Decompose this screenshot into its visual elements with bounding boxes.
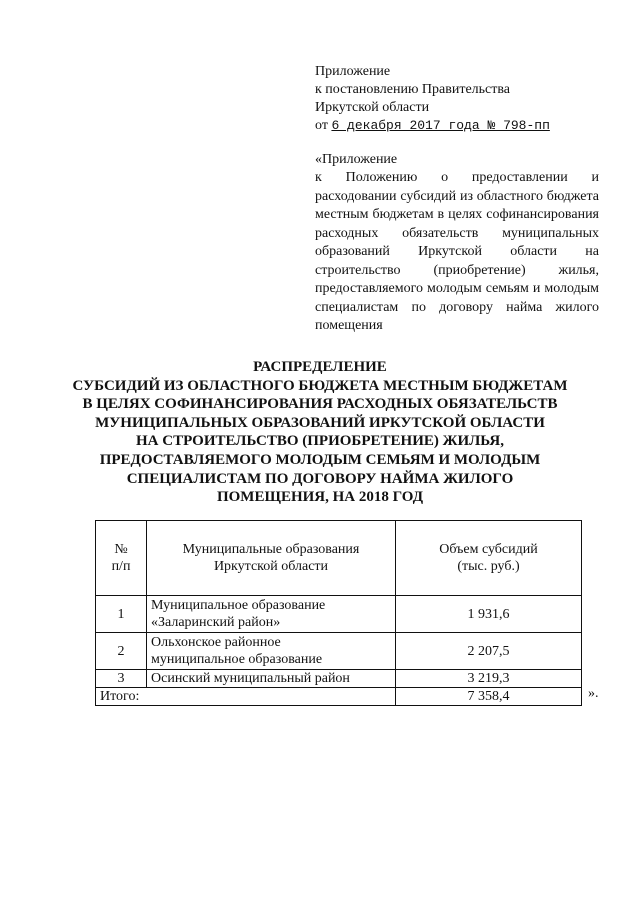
note-title: «Приложение [315,152,398,167]
table-row [96,670,582,688]
title-line-5: НА СТРОИТЕЛЬСТВО (ПРИОБРЕТЕНИЕ) ЖИЛЬЯ, [135,433,504,450]
header-date-value: 6 декабря 2017 года № 798-пп [331,118,550,133]
title-line-7: СПЕЦИАЛИСТАМ ПО ДОГОВОРУ НАЙМА ЖИЛОГО [126,470,514,487]
header-num-line2: п/п [111,559,131,574]
row-name-line2: «Заларинский район» [151,615,281,630]
header-num-line1: № [114,542,128,557]
title-line-4: МУНИЦИПАЛЬНЫХ ОБРАЗОВАНИЙ ИРКУТСКОЙ ОБЛАСТИ [95,414,545,431]
row-value: 1 931,6 [396,596,582,633]
table-row [96,596,582,633]
title-line-2: СУБСИДИЙ ИЗ ОБЛАСТНОГО БЮДЖЕТА МЕСТНЫМ БЮДЖЕТАМ [72,377,568,394]
header-line-2: к постановлению Правительства [315,82,511,97]
total-value: 7 358,4 [396,688,582,706]
row-name-line1: Муниципальное образование [151,598,326,613]
header-volume-cell [396,521,582,596]
note-text: к Положению о предоставлении и расходовании субсидий из областного бюджета местным бюджетам в целях софинансирования расходных обязательств муниципальных образований Иркутской области на строительство (приобретение) жилья, предоставляемого молодым семьям и молодым специалистам по договору найма жилого помещения [315,170,599,333]
closing-mark: ». [588,686,599,701]
header-line-3: Иркутской области [315,100,430,115]
header-date [315,117,550,135]
total-label: Итого: [96,688,396,706]
header-vol-line2: (тыс. руб.) [457,559,520,574]
table-header-row [96,521,582,596]
header-vol-line1: Объем субсидий [439,542,538,557]
header-date-prefix: от [315,118,328,133]
title-line-8: ПОМЕЩЕНИЯ, НА 2018 ГОД [216,489,424,506]
row-value: 2 207,5 [396,633,582,670]
table-total-row [96,688,582,706]
title-line-1: РАСПРЕДЕЛЕНИЕ [253,359,387,375]
row-name: Осинский муниципальный район [147,670,396,688]
row-name-line1: Ольхонское районное [151,635,281,650]
row-value: 3 219,3 [396,670,582,688]
row-num: 2 [96,633,147,670]
header-mo-line1: Муниципальные образования [182,542,360,557]
row-num: 1 [96,596,147,633]
title-line-6: ПРЕДОСТАВЛЯЕМОГО МОЛОДЫМ СЕМЬЯМ И МОЛОДЫМ [99,451,541,468]
row-name [147,596,396,633]
row-name [147,633,396,670]
subsidy-table [95,520,582,706]
table-row [96,633,582,670]
row-name-line2: муниципальное образование [151,652,323,667]
header-mo-cell [147,521,396,596]
header-line-1: Приложение [315,64,391,79]
document-title [60,358,580,507]
header-mo-line2: Иркутской области [213,559,329,574]
title-line-3: В ЦЕЛЯХ СОФИНАНСИРОВАНИЯ РАСХОДНЫХ ОБЯЗАТЕЛЬСТВ [82,396,558,413]
row-num: 3 [96,670,147,688]
header-num-cell [96,521,147,596]
